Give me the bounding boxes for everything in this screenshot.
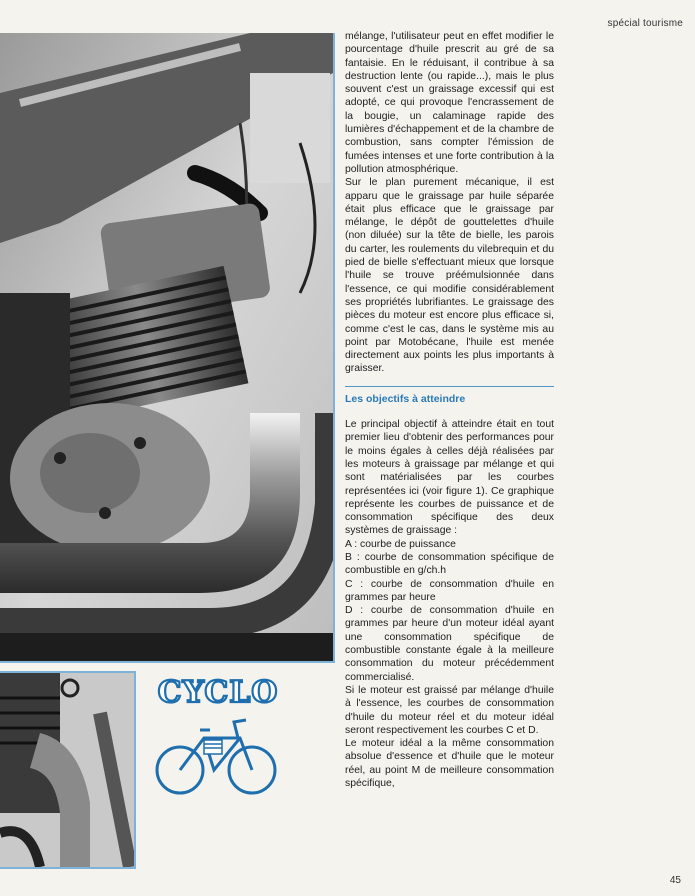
logo-text: CYCLO xyxy=(157,675,279,710)
list-item: A : courbe de puissance xyxy=(345,538,456,550)
paragraph: mélange, l'utilisateur peut en effet modifier le pourcentage d'huile prescrit au gré de sa fantaisie. En le réduisant, il contribue à sa destruction lente (ou rapide...), mais le plus souvent c'est un graissage excessif qui est adopté, ce qui provoque l'encrassement de la bougie, un calaminage rapide des lumières d'échappement et de la chambre de combustion, sans compter l'émission de fumées intenses et une forte contribution à la pollution atmosphérique. xyxy=(345,31,554,175)
detail-photo xyxy=(0,671,136,869)
list-item: C : courbe de consommation d'huile en grammes par heure xyxy=(345,578,554,603)
list-item: D : courbe de consommation d'huile en grammes par heure d'un moteur idéal ayant une consommation spécifique de combustible constante égale à la meilleure consommation du moteur précédemment commercialisé. xyxy=(345,605,554,683)
engine-photo xyxy=(0,33,335,663)
paragraph: Si le moteur est graissé par mélange d'huile à l'essence, les courbes de consommation d'huile du moteur réel et du moteur idéal seront respectivement les courbes C et D. xyxy=(345,684,554,736)
paragraph: Le principal objectif à atteindre était en tout premier lieu d'obtenir des performances pour le moins égales à celles déjà réalisées par les moteurs à graissage par mélange et qui sont matérialisées par les courbes représentées ici (voir figure 1). Ce graphique représente les courbes de puissance et de consommation spécifique des deux systèmes de graissage : xyxy=(345,419,554,537)
paragraph: Sur le plan purement mécanique, il est apparu que le graissage par huile séparée était plus efficace que le graissage par mélange, le dépôt de gouttelettes d'huile (non diluée) sur la tête de bielle, les parois du carter, les roulements du vilebrequin et du pied de bielle s'effectuant mieux que lorsque l'huile se trouve préémulsionnée dans l'essence, ce qui modifie considérablement ses propriétés lubrifiantes. Le graissage des pièces du moteur est encore plus efficace si, comme c'est le cas, dans le système mis au point par Motobécane, l'huile est menée directement aux points les plus importants à graisser. xyxy=(345,177,554,375)
paragraph: Le moteur idéal a la même consommation absolue d'essence et d'huile que le moteur réel, au point M de meilleure consommation spécifique, xyxy=(345,738,554,790)
section-rule xyxy=(345,386,554,387)
section-tag: spécial tourisme xyxy=(607,18,683,29)
cyclo-logo xyxy=(152,672,284,804)
article-text xyxy=(345,30,554,790)
section-heading: Les objectifs à atteindre xyxy=(345,392,466,405)
page-number: 45 xyxy=(669,875,681,886)
list-item: B : courbe de consommation spécifique de combustible en g/ch.h xyxy=(345,551,554,577)
